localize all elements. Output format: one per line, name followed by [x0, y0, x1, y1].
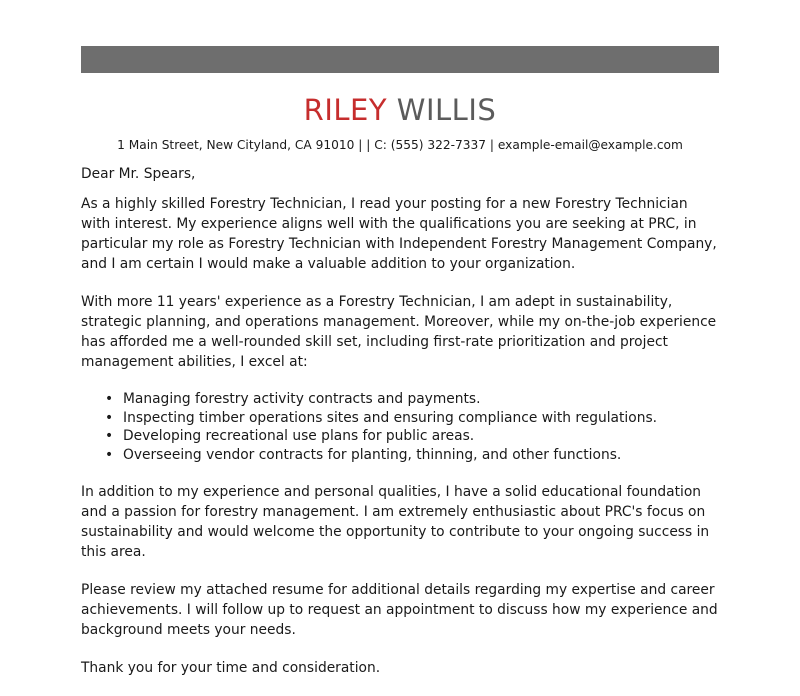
- bullet-icon: •: [105, 446, 114, 463]
- list-item-text: Inspecting timber operations sites and ensuring compliance with regulations.: [123, 409, 658, 426]
- list-item-text: Overseeing vendor contracts for planting, thinning, and other functions.: [123, 446, 622, 463]
- applicant-name: [0, 92, 800, 128]
- contact-line: 1 Main Street, New Cityland, CA 91010 | | C: (555) 322-7337 | example-email@example.com: [117, 138, 683, 152]
- applicant-last-name: WILLIS: [396, 93, 497, 127]
- salutation: Dear Mr. Spears,: [81, 166, 196, 182]
- bullet-icon: •: [105, 409, 114, 426]
- list-item-text: Developing recreational use plans for public areas.: [123, 428, 475, 444]
- applicant-first-name: RILEY: [303, 93, 388, 127]
- letter-body: [81, 164, 721, 696]
- paragraph-follow-up: Please review my attached resume for additional details regarding my expertise and career achievements. I will follow up to request an appointment to discuss how my experience and background meets your needs.: [81, 582, 718, 638]
- paragraph-education: In addition to my experience and personal qualities, I have a solid educational foundation and a passion for forestry management. I am extremely enthusiastic about PRC's focus on sustainability and would welcome the opportunity to contribute to your ongoing success in this area.: [81, 484, 710, 560]
- paragraph-experience: With more 11 years' experience as a Forestry Technician, I am adept in sustainability, strategic planning, and operations management. Moreover, while my on-the-job experience has afforded me a well-rounded skill set, including first-rate prioritization and project management abilities, I excel at:: [81, 294, 717, 370]
- skills-list: [81, 390, 721, 464]
- header-accent-bar: [81, 46, 719, 73]
- bullet-icon: •: [105, 391, 114, 407]
- list-item: [105, 446, 721, 465]
- list-item: [105, 427, 721, 446]
- bullet-icon: •: [105, 428, 114, 444]
- list-item: [105, 409, 721, 428]
- list-item-text: Managing forestry activity contracts and payments.: [123, 391, 481, 407]
- paragraph-intro: As a highly skilled Forestry Technician, I read your posting for a new Forestry Technician with interest. My experience aligns well with the qualifications you are seeking at PRC, in particular my role as Forestry Technician with Independent Forestry Management Company, and I am certain I would make a valuable addition to your organization.: [81, 196, 717, 272]
- closing-line: Thank you for your time and consideration.: [81, 660, 381, 676]
- list-item: [105, 390, 721, 409]
